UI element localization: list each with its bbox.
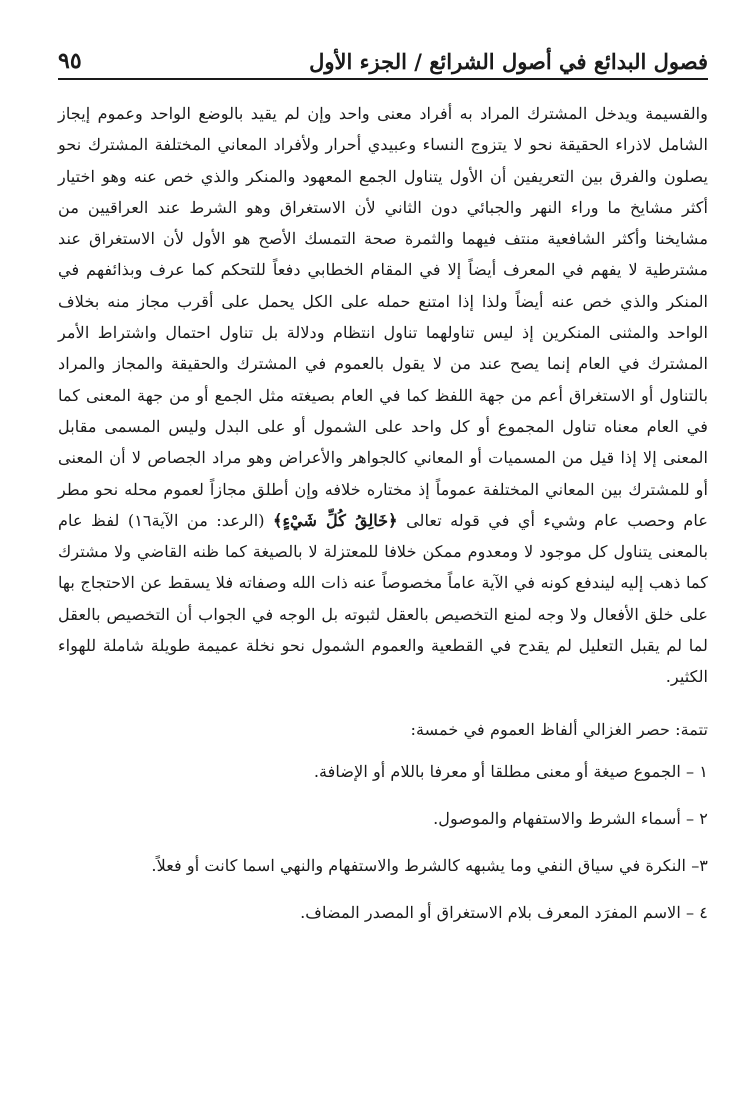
book-page xyxy=(58,34,708,945)
list-item xyxy=(58,851,708,881)
list-item-text: الاسم المفرَد المعرف بلام الاستغراق أو المصدر المضاف. xyxy=(300,902,681,922)
running-title: فصول البدائع في أصول الشرائع / الجزء الأول xyxy=(309,48,708,74)
list-item xyxy=(58,757,708,787)
page-number: ٩٥ xyxy=(58,47,82,74)
page-header xyxy=(58,34,708,80)
conclusion-label: تتمة: xyxy=(675,719,708,739)
list-item-number: ٤ – xyxy=(686,902,708,922)
main-paragraph xyxy=(58,98,708,693)
list-item xyxy=(58,898,708,928)
list-item xyxy=(58,804,708,834)
paragraph-text-part-2: لفظ عام بالمعنى يتناول كل موجود لا ومعدوم ممكن خلافا للمعتزلة لا بالصيغة كما ظنه القاضي ولا مشترك كما ذهب إليه ليندفع كونه في الآية عاماً مخصوصاً عنه ذات الله وصفاته فلا يسقط عن الاحتجاج بها على خلق الأفعال ولا وجه لمنع التخصيص بالعقل لثبوته بل الوجه في الجواب أن التخصيص بالعقل لما لم يقبل التعليل لم يقدح في القطعية والعموم الشمول نحو نخلة عميمة طويلة شاملة للهواء الكثير. xyxy=(58,510,708,687)
conclusion-text: حصر الغزالي ألفاظ العموم في خمسة: xyxy=(410,719,670,739)
list-item-number: ٢ – xyxy=(686,808,708,828)
list-item-text: الجموع صيغة أو معنى مطلقا أو معرفا باللام أو الإضافة. xyxy=(313,761,681,781)
list-item-number: ٣– xyxy=(691,855,708,875)
list-item-text: النكرة في سياق النفي وما يشبهه كالشرط والاستفهام والنهي اسما كانت أو فعلاً. xyxy=(151,855,687,875)
list-item-number: ١ – xyxy=(686,761,708,781)
list-item-text: أسماء الشرط والاستفهام والموصول. xyxy=(433,808,681,828)
numbered-list xyxy=(58,757,708,928)
paragraph-text-part-1: والقسيمة ويدخل المشترك المراد به أفراد معنى واحد وإن لم يقيد بالوضع الواحد وعموم إيجاز الشامل لاذراء الحقيقة نحو لا يتزوج النساء وعبيدي أحرار ولأفراد المعاني المختلفة المشترك نحو يصلون والفرق بين التعريفين أن الأول يتناول الجمع المعهود والمنكر والذي خص عنه وهو اختيار أكثر مشايخ ما وراء النهر والجبائي دون الثاني لأن الاستغراق وهو الشرط عند العراقيين من مشايخنا وأكثر الشافعية منتف فيهما والثمرة صحة التمسك الأصح هو الأول لأن الاستغراق عند مشترطية لا يفهم في المعرف أيضاً إلا في المقام الخطابي دفعاً للتحكم كما عرف وبذائفهم في المنكر والذي خص عنه أيضاً ولذا إذا امتنع حمله على الكل يحمل على أقرب مجاز منه بخلاف الواحد والمثنى المنكرين إذ ليس تناولهما تناول انتظام ودلالة بل تناول احتمال واشتراط الأمر المشترك في العام إنما يصح عند من لا يقول بالعموم في المشترك والحقيقة والمجاز والمراد بالتناول أو الاستغراق أعم من جهة اللفظ كما في العام بصيغته مثل الجمع أو من جهة المعنى كما في العام معناه تناول المجموع أو كل واحد على الشمول أو على البدل وليس المسمى مقابل المعنى إلا إذا قيل من المسميات أو المعاني كالجواهر والأعراض وهو مراد الجصاص لا أن المعنى أو للمشترك بين المعاني المختلفة عموماً إذ مختاره خلافه وإن أطلق مجازاً لعموم محله نحو مطر عام وحصب عام وشيء أي في قوله تعالى xyxy=(58,104,708,530)
quran-verse: ﴿خَالِقُ كُلِّ شَيْءٍ﴾ xyxy=(272,510,398,530)
verse-reference: (الرعد: من الآية١٦) xyxy=(127,510,265,530)
conclusion-heading xyxy=(58,715,708,745)
